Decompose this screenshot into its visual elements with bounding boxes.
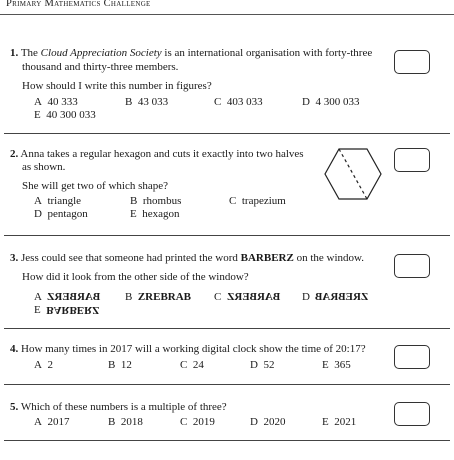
q4-answer-box[interactable] [394,345,430,369]
option-text: hexagon [142,208,180,220]
option-letter: B [130,195,138,207]
page-header: Primary Mathematics Challenge [6,0,151,9]
q1-answer-box[interactable] [394,50,430,74]
question-2-text-line2: as shown. [22,161,66,173]
question-1-number: 1. [10,47,19,59]
question-3-prompt: How did it look from the other side of the window? [22,271,249,283]
option-text: 2021 [334,416,357,428]
question-1-italic-name: Cloud Appreciation Society [40,47,162,59]
option-letter: E [130,208,137,220]
q3-option-b[interactable] [125,290,191,304]
option-text: rhombus [142,195,182,207]
option-letter: C [180,416,188,428]
question-2-text-line1: Anna takes a regular hexagon and cuts it exactly into two halves [20,148,304,160]
question-1-text-end: is an international organisation with forty-three [161,47,373,59]
question-4-text-line1: How many times in 2017 will a working digital clock show the time of 20:17? [21,343,366,355]
q5-option-e[interactable] [322,415,356,429]
question-divider [4,384,450,385]
q3-option-e[interactable] [34,303,99,317]
q2-option-a[interactable] [34,194,81,208]
q1-option-e[interactable] [34,108,96,122]
question-divider [4,133,450,134]
option-letter: C [214,291,222,303]
option-text: 2018 [120,416,143,428]
option-text: ZREBRAB [137,291,192,303]
question-divider [4,235,450,236]
option-text: 2017 [47,416,70,428]
option-letter: A [34,416,42,428]
q2-answer-box[interactable] [394,148,430,172]
option-letter: C [180,359,188,371]
option-text: triangle [47,195,82,207]
option-text: 4 300 033 [315,96,360,108]
option-text: pentagon [47,208,88,220]
option-text: 365 [334,359,351,371]
question-4-number: 4. [10,343,19,355]
option-text: 12 [120,359,132,371]
q2-option-b[interactable] [130,194,181,208]
q4-option-a[interactable] [34,358,53,372]
question-3-number: 3. [10,252,19,264]
q3-answer-box[interactable] [394,254,430,278]
option-letter: D [250,416,258,428]
option-text: BARBERZ [47,291,101,303]
option-text: trapezium [241,195,286,207]
option-letter: E [34,304,41,316]
option-text: 2 [47,359,53,371]
question-5-text [10,400,227,414]
hexagon-outline [325,149,381,199]
option-letter: B [108,359,116,371]
q2-option-d[interactable] [34,207,88,221]
q5-option-b[interactable] [108,415,143,429]
q4-option-b[interactable] [108,358,132,372]
hexagon-cut-line [339,149,367,199]
question-1-text-line2: thousand and thirty-three members. [22,61,179,73]
q4-option-d[interactable] [250,358,274,372]
q5-answer-box[interactable] [394,402,430,426]
question-divider [4,440,450,441]
option-text: 403 033 [226,96,263,108]
question-2-text [10,147,304,161]
q1-option-d[interactable] [302,95,359,109]
q2-option-c[interactable] [229,194,286,208]
q2-option-e[interactable] [130,207,180,221]
option-text: BARBERZ [46,304,100,316]
question-2-prompt: She will get two of which shape? [22,180,169,192]
q1-option-a[interactable] [34,95,78,109]
option-letter: E [322,416,329,428]
question-3-text-end: on the window. [293,252,364,264]
question-1-prompt: How should I write this number in figures? [22,80,212,92]
option-letter: B [108,416,116,428]
option-letter: A [34,96,42,108]
option-letter: D [302,96,310,108]
question-divider [4,328,450,329]
q1-option-b[interactable] [125,95,168,109]
q3-option-c[interactable] [214,290,280,304]
q3-option-d[interactable] [302,290,369,304]
q4-option-e[interactable] [322,358,351,372]
option-letter: A [34,291,42,303]
q4-option-c[interactable] [180,358,204,372]
header-divider [0,14,454,15]
option-letter: B [125,96,133,108]
question-1-text [10,46,372,60]
q5-option-c[interactable] [180,415,215,429]
option-letter: A [34,359,42,371]
question-4-text [10,342,366,356]
option-text: 52 [263,359,275,371]
option-text: 2019 [192,416,215,428]
option-letter: C [229,195,237,207]
q5-option-a[interactable] [34,415,69,429]
question-3-text-start: Jess could see that someone had printed the word [21,252,241,264]
option-text: 2020 [263,416,286,428]
option-letter: E [34,109,41,121]
option-letter: D [250,359,258,371]
option-text: 24 [192,359,204,371]
option-text: 40 300 033 [46,109,96,121]
option-letter: C [214,96,222,108]
option-letter: A [34,195,42,207]
question-5-number: 5. [10,401,19,413]
q5-option-d[interactable] [250,415,285,429]
option-letter: B [125,291,133,303]
hexagon-cut-figure [323,145,383,205]
question-1-text-start: The [20,47,41,59]
question-2-number: 2. [10,148,19,160]
question-3-text [10,251,364,265]
question-3-word: BARBERZ [240,252,294,264]
option-text: ZREBRAB [315,291,369,303]
option-text: 43 033 [137,96,169,108]
q1-option-c[interactable] [214,95,263,109]
option-letter: E [322,359,329,371]
option-letter: D [302,291,310,303]
question-5-text-line1: Which of these numbers is a multiple of three? [20,401,227,413]
option-letter: D [34,208,42,220]
option-text: 40 333 [47,96,78,108]
q3-option-a[interactable] [34,290,101,304]
option-text: BARBERZ [226,291,281,303]
